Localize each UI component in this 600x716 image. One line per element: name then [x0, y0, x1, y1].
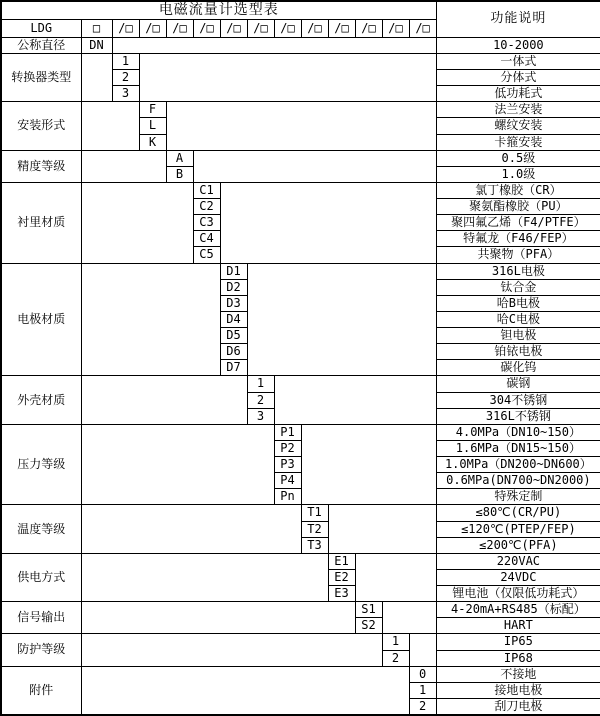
code-cell: 2 [409, 698, 436, 715]
desc-cell: 聚四氟乙烯（F4/PTFE） [436, 215, 600, 231]
desc-cell: 一体式 [436, 53, 600, 69]
desc-cell: 共聚物（PFA） [436, 247, 600, 263]
desc-cell: 特殊定制 [436, 489, 600, 505]
spacer-cell [81, 602, 355, 634]
spacer-cell [81, 634, 382, 666]
code-cell: P2 [274, 440, 301, 456]
section-label: 衬里材质 [1, 182, 81, 263]
spacer-cell [355, 553, 436, 601]
code-cell: A [166, 150, 193, 166]
model-first-slot: □ [81, 19, 112, 37]
code-cell: T3 [301, 537, 328, 553]
code-cell: Pn [274, 489, 301, 505]
spacer-cell [220, 182, 436, 263]
code-cell: D2 [220, 279, 247, 295]
spacer-cell [193, 150, 436, 182]
model-slot: /□ [274, 19, 301, 37]
section-label: 转换器类型 [1, 53, 81, 101]
desc-cell: 304不锈钢 [436, 392, 600, 408]
model-prefix: LDG [1, 19, 81, 37]
code-cell: D6 [220, 344, 247, 360]
section-label: 外壳材质 [1, 376, 81, 424]
model-slot: /□ [139, 19, 166, 37]
desc-cell: 1.6MPa（DN15~150） [436, 440, 600, 456]
spacer-cell [301, 424, 436, 505]
code-cell: 0 [409, 666, 436, 682]
spacer-cell [81, 53, 112, 101]
code-cell: D7 [220, 360, 247, 376]
desc-cell: 螺纹安装 [436, 118, 600, 134]
desc-cell: 0.5级 [436, 150, 600, 166]
spacer-cell [81, 376, 247, 424]
code-cell: 1 [409, 682, 436, 698]
desc-cell: ≤80℃(CR/PU) [436, 505, 600, 521]
desc-cell: ≤200℃(PFA) [436, 537, 600, 553]
code-cell: C4 [193, 231, 220, 247]
desc-cell: 钛合金 [436, 279, 600, 295]
desc-cell: 聚氨酯橡胶（PU） [436, 199, 600, 215]
code-cell: D3 [220, 295, 247, 311]
desc-cell: 1.0MPa（DN200~DN600） [436, 457, 600, 473]
desc-cell: 24VDC [436, 569, 600, 585]
desc-cell: HART [436, 618, 600, 634]
code-cell: P3 [274, 457, 301, 473]
code-cell: S2 [355, 618, 382, 634]
code-cell: T1 [301, 505, 328, 521]
section-label: 防护等级 [1, 634, 81, 666]
section-label: 精度等级 [1, 150, 81, 182]
code-cell: P1 [274, 424, 301, 440]
spacer-cell [139, 53, 436, 101]
desc-cell: 不接地 [436, 666, 600, 682]
desc-cell: 锂电池（仅限低功耗式） [436, 586, 600, 602]
spacer-cell [112, 37, 436, 53]
code-cell: C3 [193, 215, 220, 231]
desc-cell: 哈C电极 [436, 311, 600, 327]
code-cell: E2 [328, 569, 355, 585]
section-label: 信号输出 [1, 602, 81, 634]
desc-cell: 卡箍安装 [436, 134, 600, 150]
spacer-cell [81, 505, 301, 553]
model-slot: /□ [382, 19, 409, 37]
model-slot: /□ [112, 19, 139, 37]
code-cell: F [139, 102, 166, 118]
code-cell: 2 [382, 650, 409, 666]
section-label: 电极材质 [1, 263, 81, 376]
code-cell: 2 [112, 70, 139, 86]
code-cell: E3 [328, 586, 355, 602]
desc-cell: 碳钢 [436, 376, 600, 392]
code-cell: K [139, 134, 166, 150]
table-title: 电磁流量计选型表 [1, 1, 436, 19]
model-slot: /□ [301, 19, 328, 37]
desc-cell: 铂铱电极 [436, 344, 600, 360]
desc-cell: 分体式 [436, 70, 600, 86]
desc-cell: ≤120℃(PTEP/FEP) [436, 521, 600, 537]
model-slot: /□ [166, 19, 193, 37]
desc-cell: 1.0级 [436, 166, 600, 182]
spacer-cell [81, 666, 409, 715]
code-cell: DN [81, 37, 112, 53]
desc-cell: 220VAC [436, 553, 600, 569]
desc-cell: 刮刀电极 [436, 698, 600, 715]
spacer-cell [81, 553, 328, 601]
desc-cell: IP65 [436, 634, 600, 650]
desc-cell: 0.6MPa(DN700~DN2000) [436, 473, 600, 489]
code-cell: P4 [274, 473, 301, 489]
spacer-cell [81, 424, 274, 505]
section-label: 温度等级 [1, 505, 81, 553]
code-cell: 1 [382, 634, 409, 650]
spacer-cell [81, 102, 139, 150]
code-cell: C1 [193, 182, 220, 198]
spacer-cell [247, 263, 436, 376]
code-cell: T2 [301, 521, 328, 537]
code-cell: E1 [328, 553, 355, 569]
code-cell: 1 [112, 53, 139, 69]
desc-cell: 316L不锈钢 [436, 408, 600, 424]
function-header: 功能说明 [436, 1, 600, 37]
desc-cell: 接地电极 [436, 682, 600, 698]
code-cell: B [166, 166, 193, 182]
desc-cell: 钽电极 [436, 328, 600, 344]
code-cell: D5 [220, 328, 247, 344]
code-cell: 2 [247, 392, 274, 408]
code-cell: 3 [112, 86, 139, 102]
section-label: 公称直径 [1, 37, 81, 53]
code-cell: D4 [220, 311, 247, 327]
desc-cell: 氯丁橡胶（CR） [436, 182, 600, 198]
spacer-cell [81, 150, 166, 182]
spacer-cell [81, 263, 220, 376]
spacer-cell [81, 182, 193, 263]
section-label: 供电方式 [1, 553, 81, 601]
desc-cell: 4.0MPa（DN10~150） [436, 424, 600, 440]
code-cell: C5 [193, 247, 220, 263]
section-label: 压力等级 [1, 424, 81, 505]
desc-cell: 4-20mA+RS485（标配） [436, 602, 600, 618]
code-cell: 1 [247, 376, 274, 392]
desc-cell: 特氟龙（F46/FEP） [436, 231, 600, 247]
desc-cell: 法兰安装 [436, 102, 600, 118]
spacer-cell [328, 505, 436, 553]
spacer-cell [274, 376, 436, 424]
code-cell: C2 [193, 199, 220, 215]
section-label: 安装形式 [1, 102, 81, 150]
desc-cell: 10-2000 [436, 37, 600, 53]
desc-cell: 哈B电极 [436, 295, 600, 311]
desc-cell: IP68 [436, 650, 600, 666]
spacer-cell [409, 634, 436, 666]
spacer-cell [166, 102, 436, 150]
model-slot: /□ [247, 19, 274, 37]
model-slot: /□ [355, 19, 382, 37]
model-slot: /□ [220, 19, 247, 37]
code-cell: L [139, 118, 166, 134]
model-slot: /□ [328, 19, 355, 37]
desc-cell: 碳化钨 [436, 360, 600, 376]
code-cell: S1 [355, 602, 382, 618]
section-label: 附件 [1, 666, 81, 715]
desc-cell: 316L电极 [436, 263, 600, 279]
model-slot: /□ [193, 19, 220, 37]
desc-cell: 低功耗式 [436, 86, 600, 102]
code-cell: D1 [220, 263, 247, 279]
model-slot: /□ [409, 19, 436, 37]
code-cell: 3 [247, 408, 274, 424]
spacer-cell [382, 602, 436, 634]
